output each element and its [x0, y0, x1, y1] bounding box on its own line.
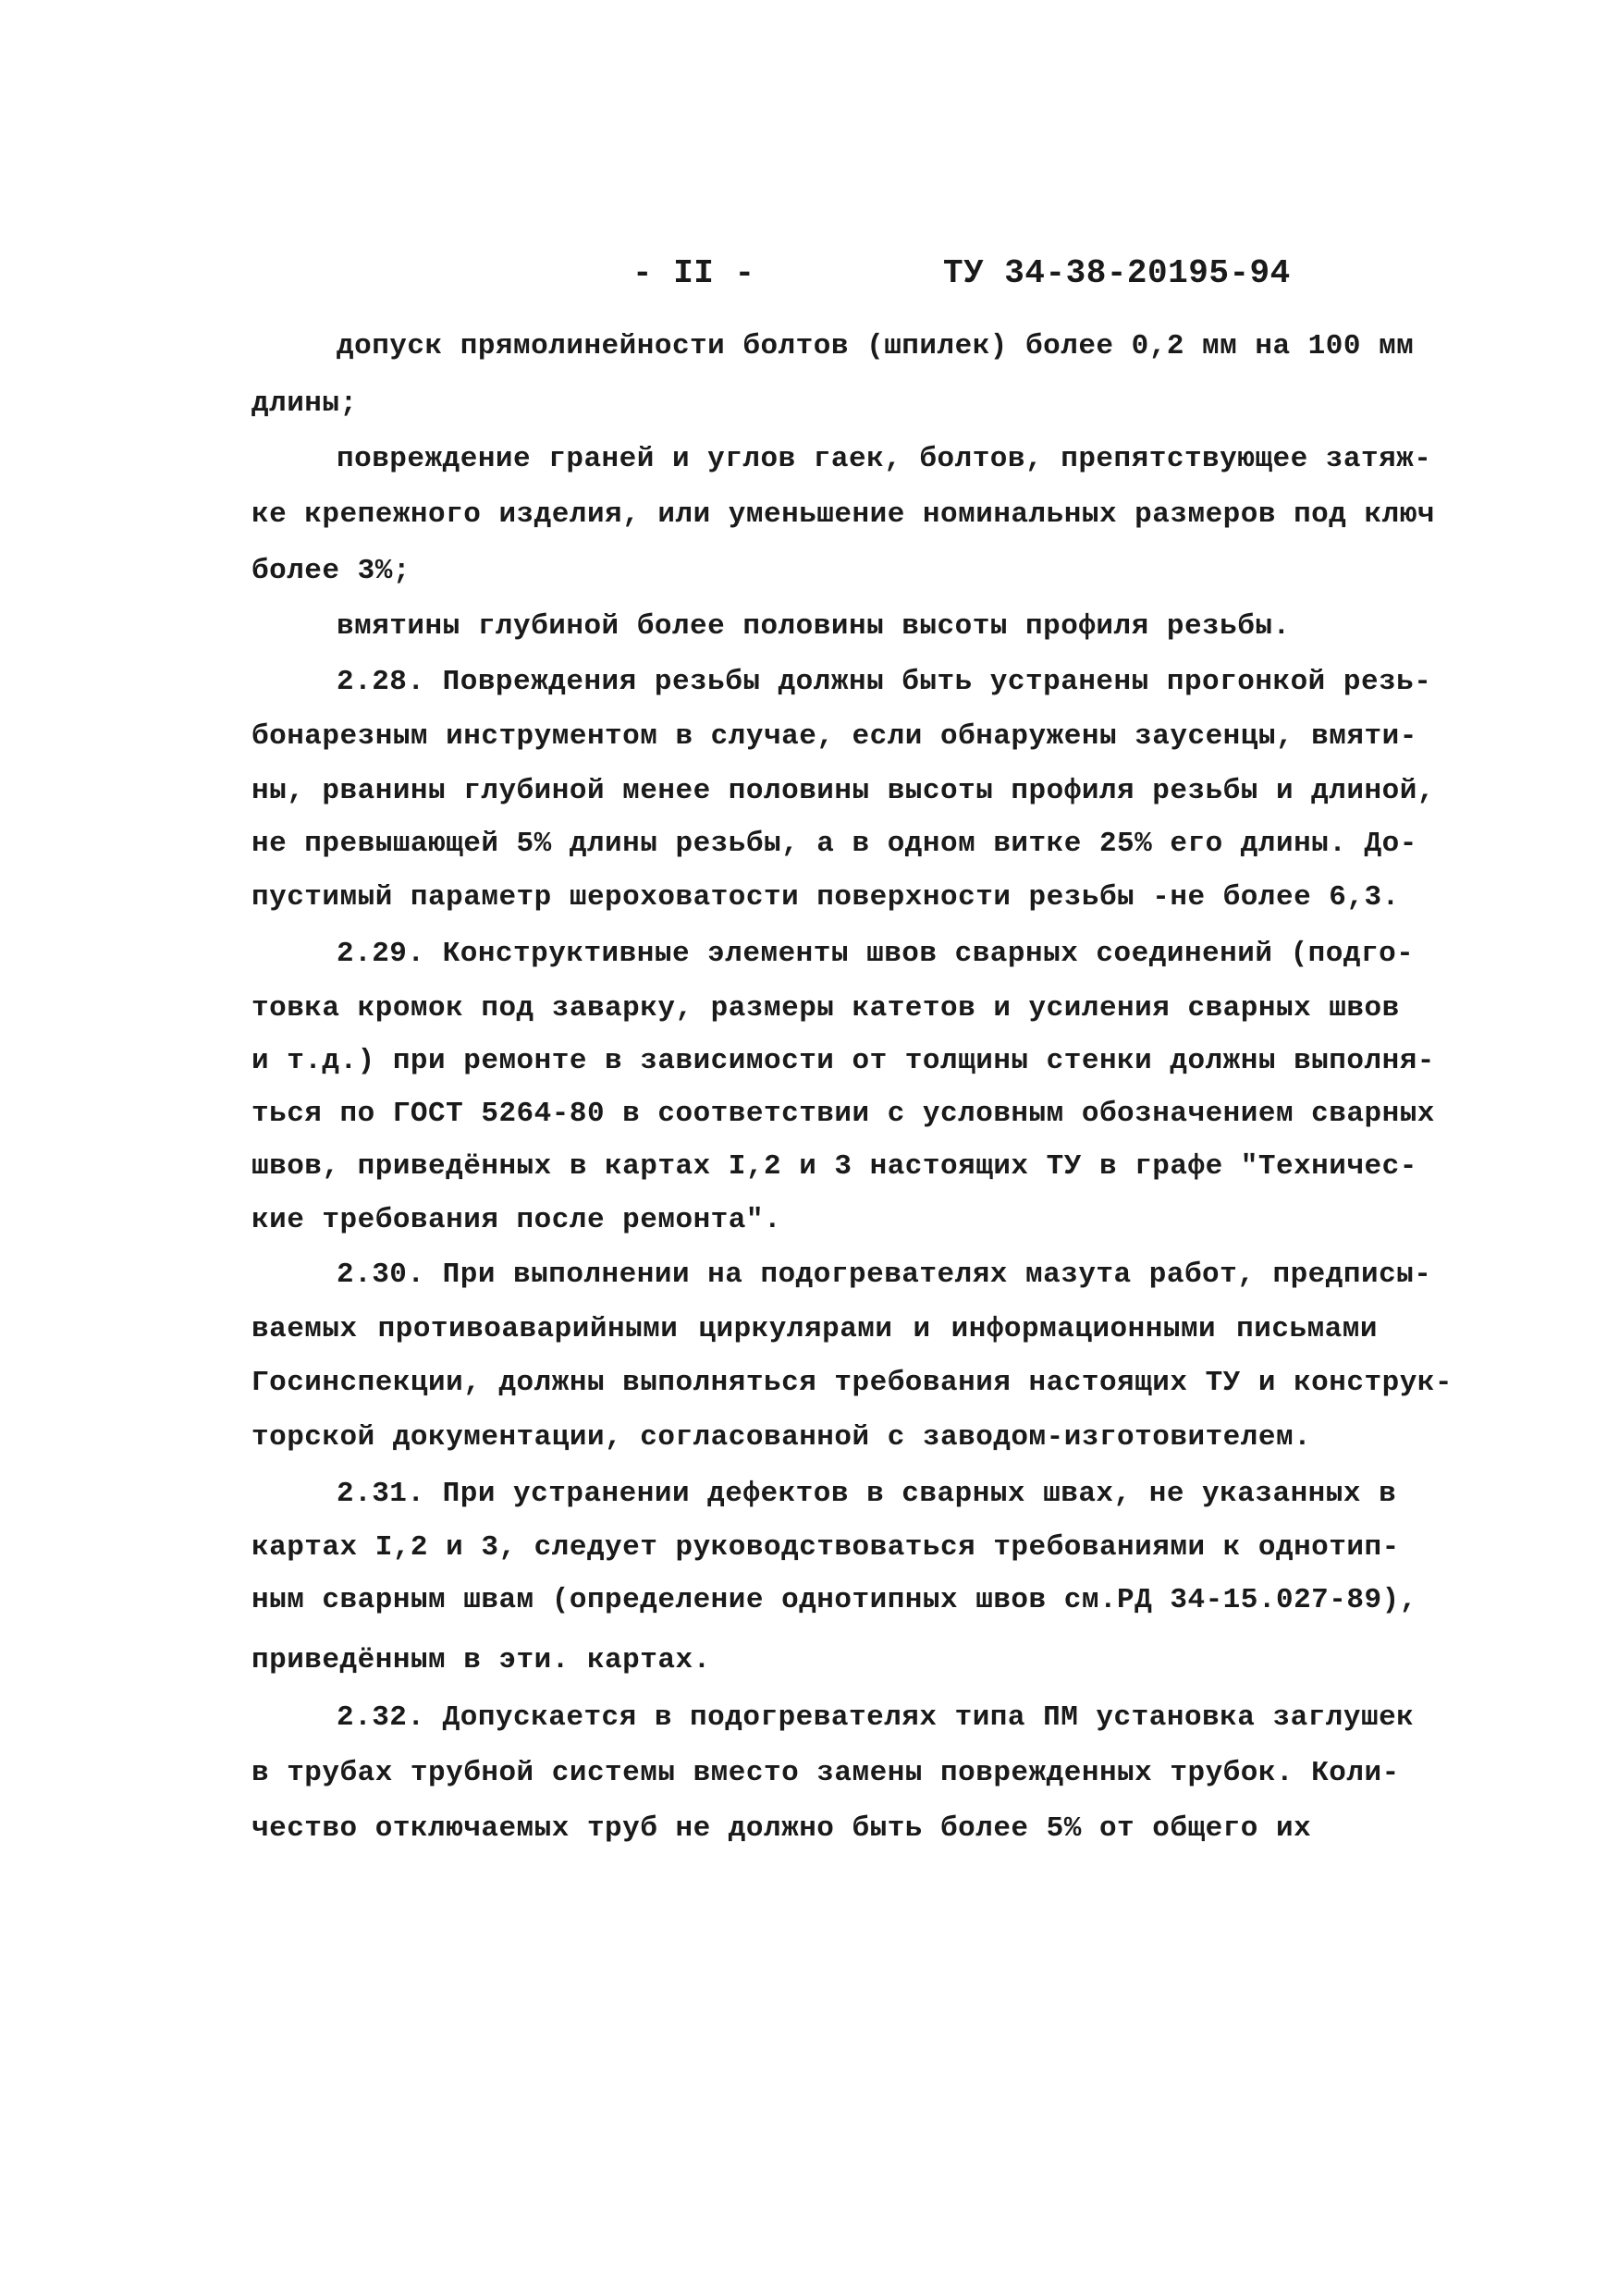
text-line: ке крепежного изделия, или уменьшение номинальных размеров под ключ: [251, 498, 1435, 531]
text-line: 2.30. При выполнении на подогревателях мазута работ, предписы-: [337, 1259, 1432, 1291]
text-line: картах I,2 и 3, следует руководствоваться требованиями к однотип-: [251, 1531, 1400, 1564]
text-line: допуск прямолинейности болтов (шпилек) более 0,2 мм на 100 мм: [337, 330, 1415, 362]
text-line: пустимый параметр шероховатости поверхности резьбы -не более 6,3.: [251, 881, 1400, 914]
text-line: и т.д.) при ремонте в зависимости от толщины стенки должны выполня-: [251, 1045, 1435, 1077]
text-line: чество отключаемых труб не должно быть более 5% от общего их: [251, 1812, 1312, 1845]
text-line: в трубах трубной системы вместо замены поврежденных трубок. Коли-: [251, 1757, 1400, 1789]
text-line: более 3%;: [251, 555, 411, 587]
text-line: 2.31. При устранении дефектов в сварных швах, не указанных в: [337, 1478, 1397, 1510]
text-line: бонарезным инструментом в случае, если обнаружены заусенцы, вмяти-: [251, 720, 1417, 753]
text-line: швов, приведённых в картах I,2 и 3 настоящих ТУ в графе "Техничес-: [251, 1150, 1417, 1183]
text-line: не превышающей 5% длины резьбы, а в одном витке 25% его длины. До-: [251, 828, 1417, 860]
text-line: товка кромок под заварку, размеры катетов и усиления сварных швов: [251, 992, 1400, 1025]
text-line: ным сварным швам (определение однотипных швов см.РД 34-15.027-89),: [251, 1584, 1417, 1616]
document-code: ТУ 34-38-20195-94: [943, 254, 1291, 292]
text-line: 2.28. Повреждения резьбы должны быть устранены прогонкой резь-: [337, 666, 1432, 698]
text-line: торской документации, согласованной с заводом-изготовителем.: [251, 1421, 1312, 1454]
text-line: ться по ГОСТ 5264-80 в соответствии с условным обозначением сварных: [251, 1098, 1435, 1130]
page-number: - II -: [632, 254, 755, 292]
text-line: ваемых противоаварийными циркулярами и информационными письмами: [251, 1313, 1378, 1345]
text-line: вмятины глубиной более половины высоты профиля резьбы.: [337, 610, 1291, 643]
text-line: Госинспекции, должны выполняться требования настоящих ТУ и конструк-: [251, 1367, 1453, 1399]
text-line: 2.32. Допускается в подогревателях типа ПМ установка заглушек: [337, 1701, 1415, 1734]
text-line: 2.29. Конструктивные элементы швов сварных соединений (подго-: [337, 938, 1415, 970]
text-line: приведённым в эти. картах.: [251, 1644, 711, 1676]
text-line: кие требования после ремонта".: [251, 1204, 782, 1236]
text-line: ны, рванины глубиной менее половины высоты профиля резьбы и длиной,: [251, 775, 1435, 807]
text-line: длины;: [251, 387, 358, 420]
text-line: повреждение граней и углов гаек, болтов, препятствующее затяж-: [337, 443, 1432, 475]
